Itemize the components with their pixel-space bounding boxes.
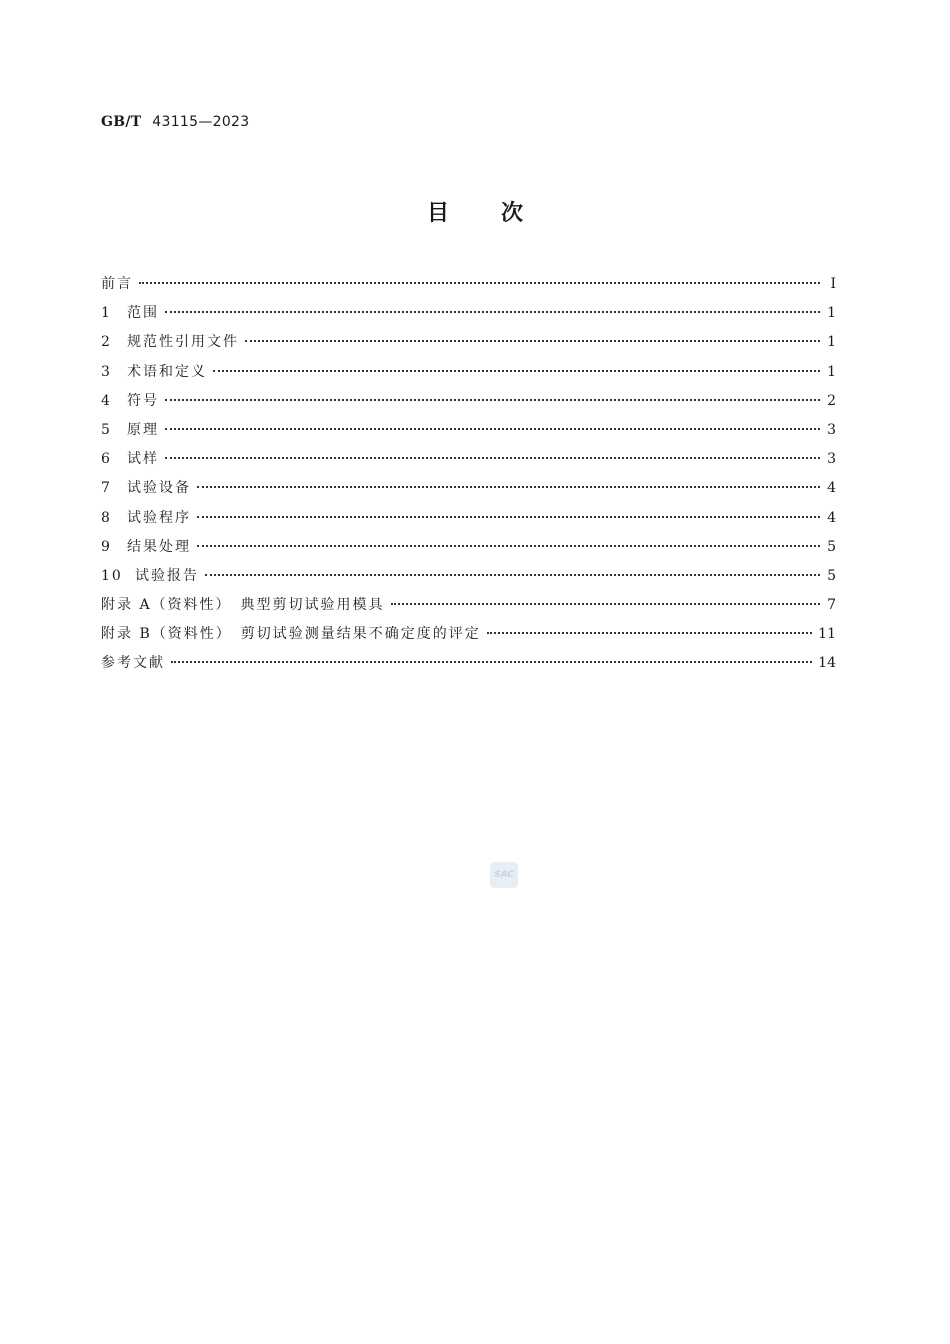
toc-leader-dots [165,399,820,401]
page-title [0,196,950,227]
toc-entry-page: 1 [827,305,836,322]
toc-entry-page: 14 [818,655,836,672]
toc-entry-6[interactable] [101,449,836,478]
toc-leader-dots [197,545,820,547]
toc-entry-5[interactable] [101,420,836,449]
toc-leader-dots [391,603,820,605]
toc-leader-dots [197,486,820,488]
toc-entry-foreword[interactable] [101,274,836,303]
toc-entry-bibliography[interactable] [101,653,836,682]
toc-entry-label: 结果处理 [127,538,191,555]
toc-entry-1[interactable] [101,303,836,332]
toc-entry-page: 3 [827,451,836,468]
page-title-char-2: 次 [501,201,524,226]
toc-entry-label: 附录 B（资料性） 剪切试验测量结果不确定度的评定 [101,626,481,643]
standard-code [101,114,249,130]
toc-entry-page: 1 [827,363,836,380]
toc-entry-page: 4 [827,509,836,526]
toc-entry-number: 4 [101,392,112,409]
toc-entry-number: 1 [101,305,112,322]
toc-entry-number: 9 [101,538,112,555]
toc-entry-10[interactable] [101,566,836,595]
toc-entry-label: 范围 [127,305,159,322]
toc-entry-label: 参考文献 [101,655,165,672]
toc-entry-page: 1 [827,334,836,351]
toc-leader-dots [213,370,820,372]
toc-entry-page: 7 [827,597,836,614]
toc-entry-9[interactable] [101,537,836,566]
toc-entry-7[interactable] [101,478,836,507]
toc-entry-page: 5 [827,538,836,555]
toc-leader-dots [245,340,820,342]
toc-entry-3[interactable] [101,362,836,391]
toc-entry-4[interactable] [101,391,836,420]
toc-entry-page: 2 [827,392,836,409]
toc-entry-page: 4 [827,480,836,497]
toc-entry-number: 5 [101,421,112,438]
toc-entry-label: 试验报告 [135,567,199,584]
toc-entry-label: 试样 [127,451,159,468]
toc-leader-dots [205,574,820,576]
toc-entry-label: 原理 [127,421,159,438]
table-of-contents [101,274,836,683]
toc-entry-label: 术语和定义 [127,363,207,380]
toc-entry-page: 3 [827,421,836,438]
toc-leader-dots [165,428,820,430]
toc-leader-dots [139,282,820,284]
page-title-char-1: 目 [426,201,449,226]
toc-entry-annex-a[interactable] [101,595,836,624]
toc-leader-dots [171,661,812,663]
toc-entry-8[interactable] [101,508,836,537]
toc-entry-label: 前言 [101,276,133,292]
standard-code-number: 43115—2023 [152,114,250,130]
toc-entry-page: 5 [827,567,836,584]
toc-leader-dots [165,311,820,313]
toc-leader-dots [487,632,812,634]
toc-entry-number: 6 [101,451,112,468]
standard-code-prefix: GB/T [101,114,142,130]
toc-entry-number: 3 [101,363,112,380]
toc-entry-label: 规范性引用文件 [127,334,239,351]
toc-leader-dots [197,516,820,518]
sac-logo-watermark-icon: SAC [490,862,518,888]
toc-entry-number: 8 [101,509,112,526]
toc-entry-annex-b[interactable] [101,624,836,653]
toc-entry-2[interactable] [101,332,836,361]
toc-entry-label: 符号 [127,392,159,409]
toc-leader-dots [165,457,820,459]
toc-entry-number: 2 [101,334,112,351]
toc-entry-label: 试验程序 [127,509,191,526]
toc-entry-number: 7 [101,480,112,497]
toc-entry-label: 试验设备 [127,480,191,497]
toc-entry-number: 10 [101,567,123,584]
toc-entry-label: 附录 A（资料性） 典型剪切试验用模具 [101,597,385,614]
toc-entry-page: 11 [818,626,836,643]
toc-entry-page: Ⅰ [830,276,836,292]
